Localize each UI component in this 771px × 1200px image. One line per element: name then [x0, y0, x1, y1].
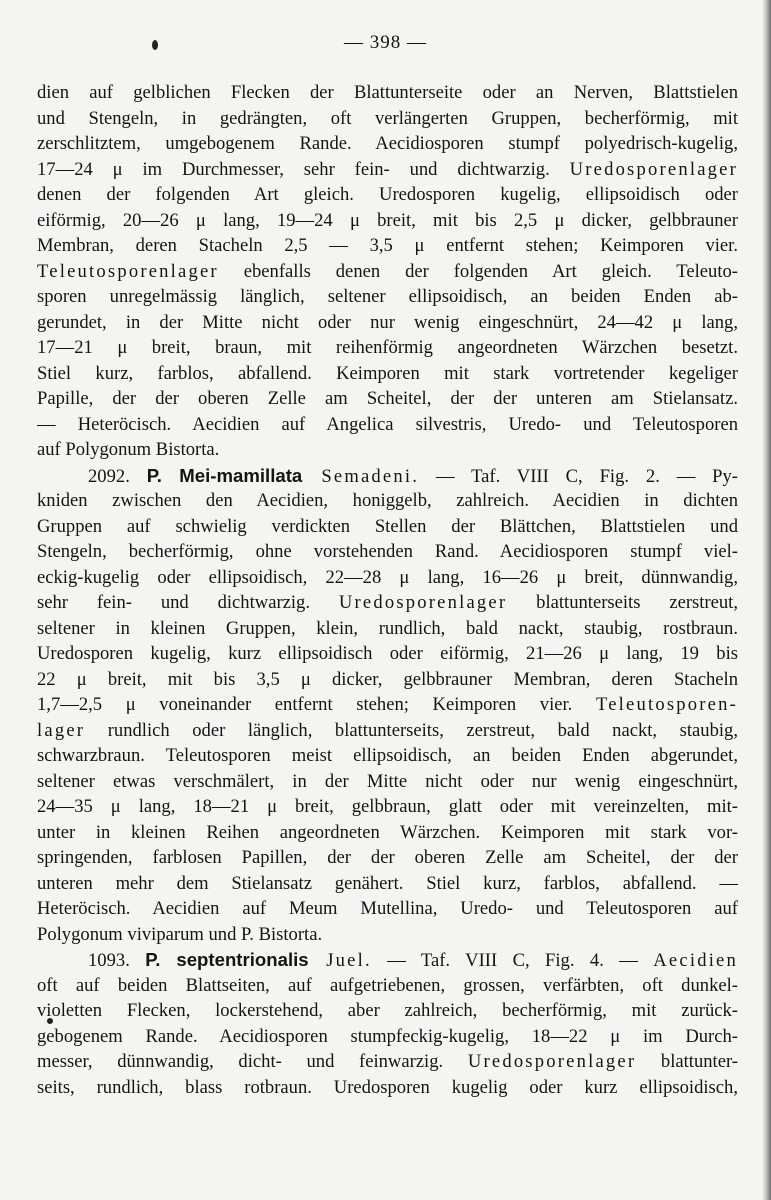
text-segment: springenden, farblosen Papillen, der der oberen Zelle am Scheitel, der der — [37, 847, 738, 868]
text-segment: 2092. — [88, 465, 147, 487]
text-segment: seltener etwas verschmälert, in der Mitte nicht oder nur wenig eingeschnürt, — [37, 770, 738, 792]
text-line — [37, 794, 738, 820]
text-line — [37, 412, 738, 438]
text-line — [37, 896, 738, 922]
text-segment: auf Polygonum Bistorta. — [37, 439, 220, 460]
text-line — [37, 922, 738, 948]
spaced-term: Juel. — [308, 950, 372, 971]
text-line — [37, 233, 738, 259]
text-segment: ebenfalls denen der folgenden Art gleich. Teleuto- — [218, 260, 738, 282]
text-line — [37, 743, 738, 769]
text-segment: blattunterseits zerstreut, — [507, 592, 738, 613]
text-line — [37, 1075, 738, 1101]
text-line — [37, 871, 738, 897]
text-line — [37, 259, 738, 285]
text-line — [37, 514, 738, 540]
text-line — [37, 335, 738, 361]
spaced-term: Teleutosporenlager — [37, 260, 219, 282]
text-line — [37, 998, 738, 1024]
text-segment: eckig-kugelig oder ellipsoidisch, 22—28 μ lang, 16—26 μ breit, dünnwandig, — [37, 566, 738, 588]
text-segment: rundlich oder länglich, blattunterseits, zerstreut, bald nackt, staubig, — [85, 719, 738, 741]
text-segment: gerundet, in der Mitte nicht oder nur wenig eingeschnürt, 24—42 μ lang, — [37, 311, 738, 333]
text-segment: denen der folgenden Art gleich. Uredosporen kugelig, ellipsoidisch oder — [37, 184, 738, 205]
spaced-term: Uredosporenlager — [338, 592, 508, 613]
text-line — [37, 488, 738, 514]
text-segment: 1,7—2,5 μ voneinander entfernt stehen; Keimporen vier. — [37, 694, 596, 715]
text-line — [37, 284, 738, 310]
text-segment: 1093. — [88, 950, 146, 971]
text-line — [37, 845, 738, 871]
text-segment: — Taf. VIII C, Fig. 2. — Py- — [419, 465, 738, 487]
text-segment: eiförmig, 20—26 μ lang, 19—24 μ breit, mit bis 2,5 μ dicker, gelbbrauner — [37, 209, 738, 231]
text-line — [37, 361, 738, 387]
text-segment: 22 μ breit, mit bis 3,5 μ dicker, gelbbrauner Membran, deren Stacheln — [37, 668, 738, 690]
text-line — [37, 973, 738, 999]
species-name: P. septentrionalis — [145, 949, 309, 970]
text-segment: Stiel kurz, farblos, abfallend. Keimporen mit stark vortretender kegeliger — [37, 362, 738, 384]
page-edge-shadow — [762, 0, 771, 1200]
ink-speck — [152, 40, 158, 50]
text-line — [37, 80, 738, 106]
text-line — [37, 820, 738, 846]
text-segment: 17—24 μ im Durchmesser, sehr fein- und dichtwarzig. — [37, 158, 570, 180]
text-segment: 24—35 μ lang, 18—21 μ breit, gelbbraun, glatt oder mit vereinzelten, mit- — [37, 796, 738, 817]
text-line — [37, 692, 738, 718]
text-segment: kniden zwischen den Aecidien, honiggelb, zahlreich. Aecidien in dichten — [37, 490, 738, 511]
text-segment: violetten Flecken, lockerstehend, aber zahlreich, becherförmig, mit zurück- — [37, 1000, 738, 1021]
spaced-term: Semadeni. — [302, 465, 420, 487]
text-segment: gebogenem Rande. Aecidiosporen stumpfeckig-kugelig, 18—22 μ im Durch- — [37, 1025, 738, 1047]
text-line — [37, 769, 738, 795]
text-segment: messer, dünnwandig, dicht- und feinwarzig. — [37, 1051, 468, 1072]
text-segment: Papille, der der oberen Zelle am Scheitel, der der unteren am Stielansatz. — [37, 388, 738, 409]
spaced-term: Uredosporenlager — [467, 1051, 637, 1072]
text-segment: unteren mehr dem Stielansatz genähert. Stiel kurz, farblos, abfallend. — — [37, 872, 738, 894]
body-text — [37, 80, 738, 1100]
text-segment: seltener in kleinen Gruppen, klein, rundlich, bald nackt, staubig, rostbraun. — [37, 617, 738, 639]
text-line — [37, 157, 738, 183]
page-number: — 398 — — [344, 32, 427, 53]
text-segment: Polygonum viviparum und P. Bistorta. — [37, 923, 323, 945]
text-segment: zerschlitztem, umgebogenem Rande. Aecidiosporen stumpf polyedrisch-kugelig, — [37, 133, 738, 154]
species-name: P. Mei-mamillata — [146, 464, 303, 486]
spaced-term: Aecidien — [653, 950, 738, 971]
text-segment: Membran, deren Stacheln 2,5 — 3,5 μ entfernt stehen; Keimporen vier. — [37, 235, 738, 256]
text-segment: blattunter- — [636, 1051, 738, 1072]
text-segment: seits, rundlich, blass rotbraun. Uredosporen kugelig oder kurz ellipsoidisch, — [37, 1076, 738, 1098]
text-line — [37, 616, 738, 642]
text-line — [37, 437, 738, 463]
text-segment: schwarzbraun. Teleutosporen meist ellipsoidisch, an beiden Enden abgerundet, — [37, 745, 738, 766]
text-segment: sehr fein- und dichtwarzig. — [37, 592, 339, 613]
text-segment: oft auf beiden Blattseiten, auf aufgetriebenen, grossen, verfärbten, oft dunkel- — [37, 974, 738, 996]
spaced-term: Uredosporenlager — [569, 158, 738, 180]
text-line — [37, 310, 738, 336]
spaced-term: lager — [37, 719, 86, 741]
text-segment: dien auf gelblichen Flecken der Blattunterseite oder an Nerven, Blattstielen — [37, 82, 738, 103]
text-segment: 17—21 μ breit, braun, mit reihenförmig angeordneten Wärzchen besetzt. — [37, 337, 738, 358]
text-segment: Stengeln, becherförmig, ohne vorstehenden Rand. Aecidiosporen stumpf viel- — [37, 541, 738, 562]
text-line — [37, 463, 738, 489]
text-segment: sporen unregelmässig länglich, seltener ellipsoidisch, an beiden Enden ab- — [37, 286, 738, 307]
text-line — [37, 106, 738, 132]
text-line — [37, 182, 738, 208]
text-segment: — Heteröcisch. Aecidien auf Angelica silvestris, Uredo- und Teleutosporen — [37, 413, 738, 435]
text-line — [37, 539, 738, 565]
text-line — [37, 131, 738, 157]
text-segment: Uredosporen kugelig, kurz ellipsoidisch oder eiförmig, 21—26 μ lang, 19 bis — [37, 643, 738, 664]
text-line — [37, 718, 738, 744]
text-line — [37, 947, 738, 973]
text-line — [37, 667, 738, 693]
text-line — [37, 208, 738, 234]
text-segment: — Taf. VIII C, Fig. 4. — — [371, 950, 654, 971]
text-segment: und Stengeln, in gedrängten, oft verlängerten Gruppen, becherförmig, mit — [37, 107, 738, 129]
text-segment: Gruppen auf schwielig verdickten Stellen der Blättchen, Blattstielen und — [37, 515, 738, 537]
text-line — [37, 1024, 738, 1050]
text-line — [37, 1049, 738, 1075]
text-line — [37, 386, 738, 412]
text-line — [37, 641, 738, 667]
text-segment: Heteröcisch. Aecidien auf Meum Mutellina, Uredo- und Teleutosporen auf — [37, 898, 738, 919]
text-segment: unter in kleinen Reihen angeordneten Wärzchen. Keimporen mit stark vor- — [37, 821, 738, 843]
spaced-term: Teleutosporen- — [595, 694, 738, 715]
text-line — [37, 590, 738, 616]
text-line — [37, 565, 738, 591]
